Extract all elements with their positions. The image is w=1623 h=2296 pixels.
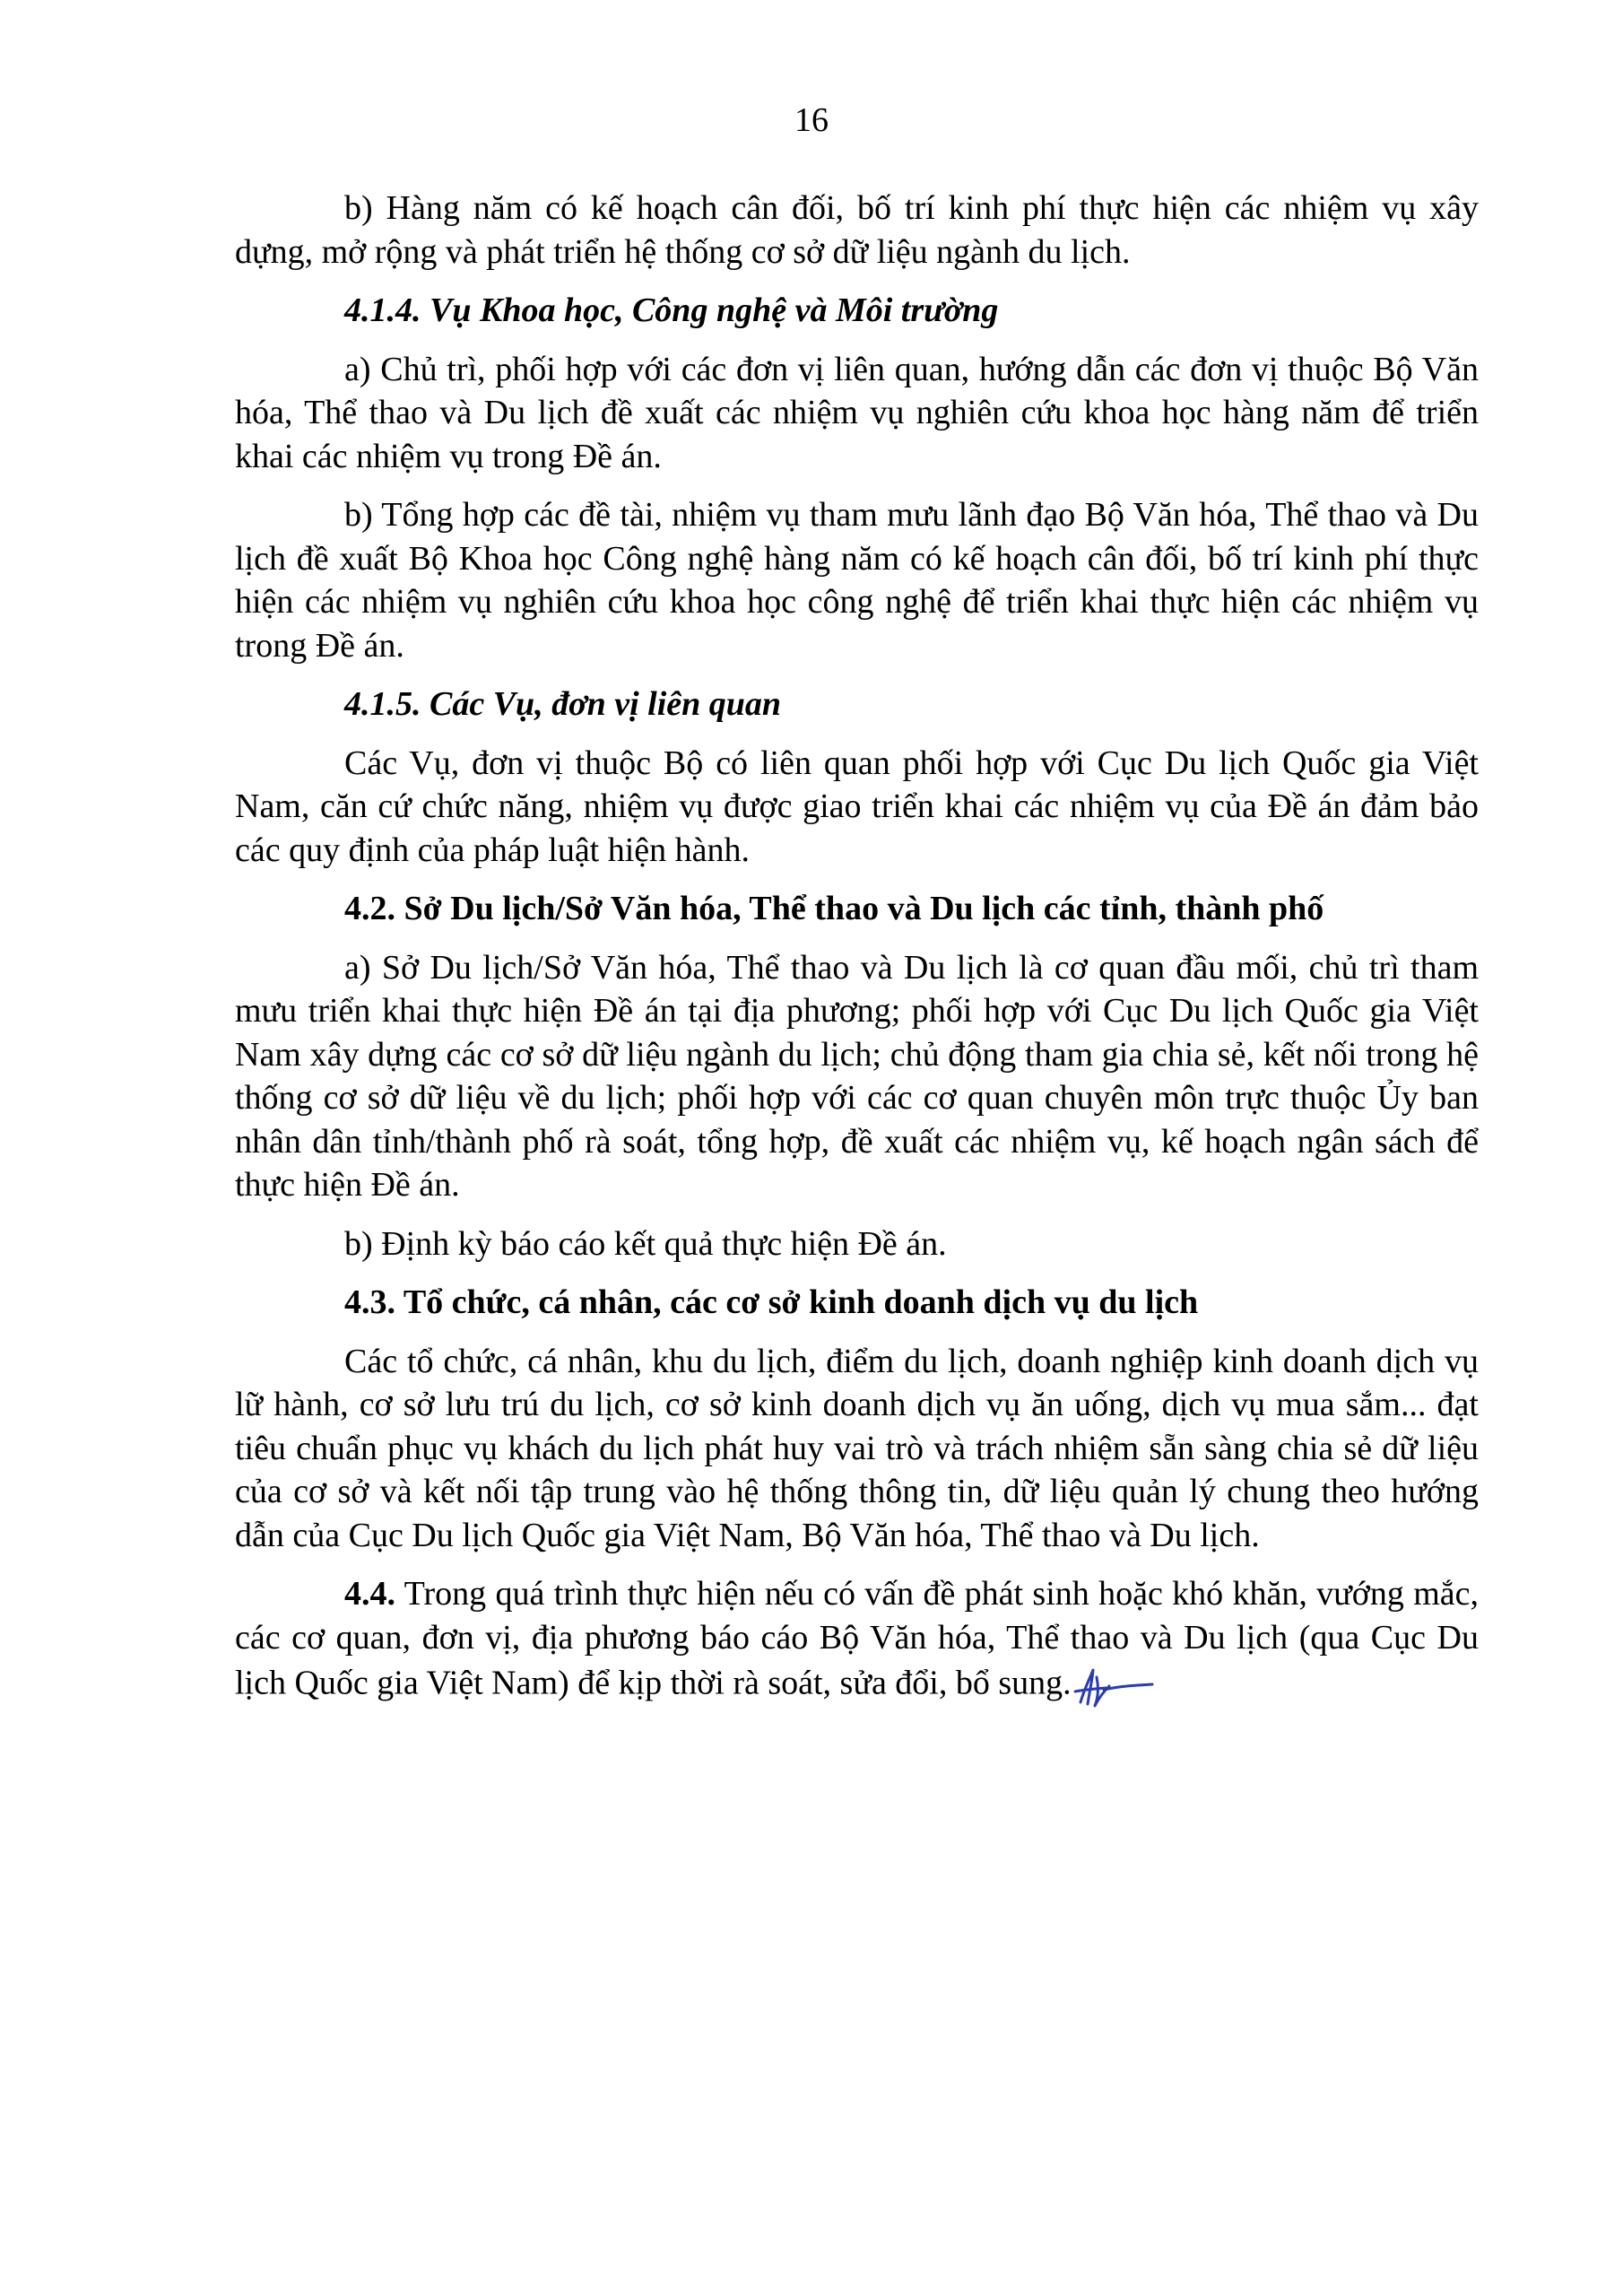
paragraph-businesses: Các tổ chức, cá nhân, khu du lịch, điểm du lịch, doanh nghiệp kinh doanh dịch vụ lữ hành, cơ sở lưu trú du lịch, cơ sở kinh doanh dịch vụ ăn uống, dịch vụ mua sắm... đạt tiêu chuẩn phục vụ khách du lịch phát huy vai trò và trách nhiệm sẵn sàng chia sẻ dữ liệu của cơ sở và kết nối tập trung vào hệ thống thông tin, dữ liệu quản lý chung theo hướng dẫn của Cục Du lịch Quốc gia Việt Nam, Bộ Văn hóa, Thể thao và Du lịch.: [235, 1342, 1479, 1554]
paragraph-4-4-number: 4.4.: [344, 1575, 395, 1613]
heading-4-2: 4.2. Sở Du lịch/Sở Văn hóa, Thể thao và Du lịch các tỉnh, thành phố: [344, 890, 1324, 927]
paragraph-science-b: b) Tổng hợp các đề tài, nhiệm vụ tham mưu lãnh đạo Bộ Văn hóa, Thể thao và Du lịch đề xuất Bộ Khoa học Công nghệ hàng năm có kế hoạch cân đối, bố trí kinh phí thực hiện các nhiệm vụ nghiên cứu khoa học công nghệ để triển khai thực hiện các nhiệm vụ trong Đề án.: [235, 496, 1479, 665]
paragraph-provincial-b: b) Định kỳ báo cáo kết quả thực hiện Đề án.: [344, 1224, 947, 1263]
heading-4-1-4: 4.1.4. Vụ Khoa học, Công nghệ và Môi trường: [344, 291, 999, 329]
paragraph-related-units: Các Vụ, đơn vị thuộc Bộ có liên quan phối hợp với Cục Du lịch Quốc gia Việt Nam, căn cứ chức năng, nhiệm vụ được giao triển khai các nhiệm vụ của Đề án đảm bảo các quy định của pháp luật hiện hành.: [235, 744, 1479, 869]
document-body: [235, 187, 1479, 1728]
heading-4-3: 4.3. Tổ chức, cá nhân, các cơ sở kinh doanh dịch vụ du lịch: [344, 1283, 1199, 1321]
signature-icon: [1068, 1659, 1154, 1713]
page-number: 16: [794, 101, 829, 139]
heading-4-1-5: 4.1.5. Các Vụ, đơn vị liên quan: [344, 685, 782, 723]
paragraph-science-a: a) Chủ trì, phối hợp với các đơn vị liên quan, hướng dẫn các đơn vị thuộc Bộ Văn hóa, Thể thao và Du lịch đề xuất các nhiệm vụ nghiên cứu khoa học hàng năm để triển khai các nhiệm vụ trong Đề án.: [235, 350, 1479, 475]
handwritten-signature-mark: [1068, 1659, 1154, 1713]
paragraph-4-4-text: Trong quá trình thực hiện nếu có vấn đề phát sinh hoặc khó khăn, vướng mắc, các cơ quan, đơn vị, địa phương báo cáo Bộ Văn hóa, Thể thao và Du lịch (qua Cục Du lịch Quốc gia Việt Nam) để kịp thời rà soát, sửa đổi, bổ sung.: [235, 1575, 1479, 1702]
paragraph-4-4: [235, 1572, 1479, 1713]
paragraph-provincial-a: a) Sở Du lịch/Sở Văn hóa, Thể thao và Du lịch là cơ quan đầu mối, chủ trì tham mưu triển khai thực hiện Đề án tại địa phương; phối hợp với Cục Du lịch Quốc gia Việt Nam xây dựng các cơ sở dữ liệu ngành du lịch; chủ động tham gia chia sẻ, kết nối trong hệ thống cơ sở dữ liệu về du lịch; phối hợp với các cơ quan chuyên môn trực thuộc Ủy ban nhân dân tỉnh/thành phố rà soát, tổng hợp, đề xuất các nhiệm vụ, kế hoạch ngân sách để thực hiện Đề án.: [235, 948, 1479, 1204]
paragraph-budget-planning: b) Hàng năm có kế hoạch cân đối, bố trí kinh phí thực hiện các nhiệm vụ xây dựng, mở rộng và phát triển hệ thống cơ sở dữ liệu ngành du lịch.: [235, 189, 1479, 271]
